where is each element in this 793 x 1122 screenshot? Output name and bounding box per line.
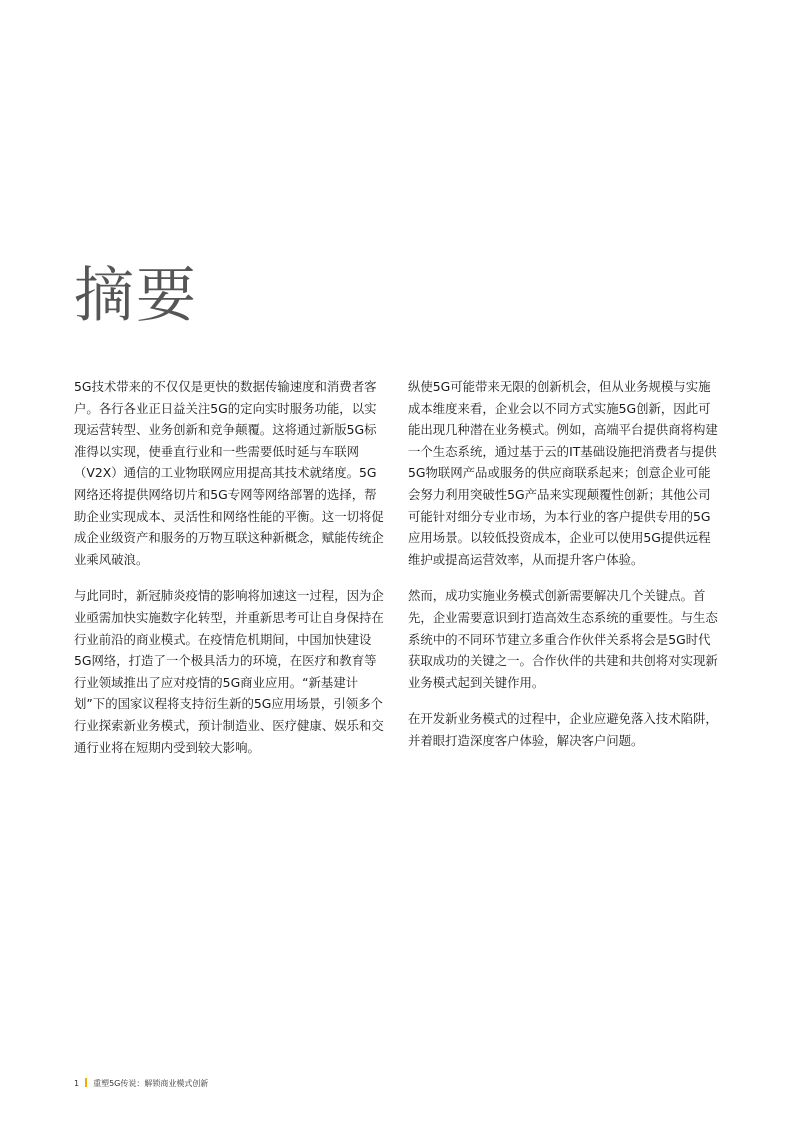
document-title: 重塑5G传说：解锁商业模式创新 [93,1079,209,1088]
paragraph: 纵使5G可能带来无限的创新机会，但从业务规模与实施成本维度来看，企业会以不同方式实施5G创新，因此可能出现几种潜在业务模式。例如，高端平台提供商将构建一个生态系统，通过基于云的IT基础设施把消费者与提供5G物联网产品或服务的供应商联系起来；创意企业可能会努力利用突破性5G产品来实现颠覆性创新；其他公司可能针对细分专业市场，为本行业的客户提供专用的5G应用场景。以较低投资成本，企业可以使用5G提供远程维护或提高运营效率，从而提升客户体验。 [408,379,718,567]
paragraph: 5G技术带来的不仅仅是更快的数据传输速度和消费者客户。各行各业正日益关注5G的定向实时服务功能，以实现运营转型、业务创新和竞争颠覆。这将通过新版5G标准得以实现，使垂直行业和一些需要低时延与车联网（V2X）通信的工业物联网应用提高其技术就绪度。5G网络还将提供网络切片和5G专网等网络部署的选择，帮助企业实现成本、灵活性和网络性能的平衡。这一切将促成企业级资产和服务的万物互联这种新概念，赋能传统企业乘风破浪。 [74,379,384,567]
paragraph: 然而，成功实施业务模式创新需要解决几个关键点。首先，企业需要意识到打造高效生态系统的重要性。与生态系统中的不同环节建立多重合作伙伴关系将会是5G时代获取成功的关键之一。合作伙伴的共建和共创将对实现新业务模式起到关键作用。 [408,588,718,690]
footer-separator [85,1078,87,1087]
page-number: 1 [74,1079,80,1088]
page-title: 摘要 [74,261,198,332]
right-text-column [408,376,718,767]
page-footer [74,1078,208,1090]
paragraph: 与此同时，新冠肺炎疫情的影响将加速这一过程，因为企业亟需加快实施数字化转型，并重新思考可让自身保持在行业前沿的商业模式。在疫情危机期间，中国加快建设5G网络，打造了一个极具活力的环境，在医疗和教育等行业领域推出了应对疫情的5G商业应用。“新基建计划”下的国家议程将支持衍生新的5G应用场景，引领多个行业探索新业务模式，预计制造业、医疗健康、娱乐和交通行业将在短期内受到较大影响。 [74,588,384,755]
paragraph: 在开发新业务模式的过程中，企业应避免落入技术陷阱，并着眼打造深度客户体验，解决客户问题。 [408,711,718,748]
left-text-column [74,376,384,773]
